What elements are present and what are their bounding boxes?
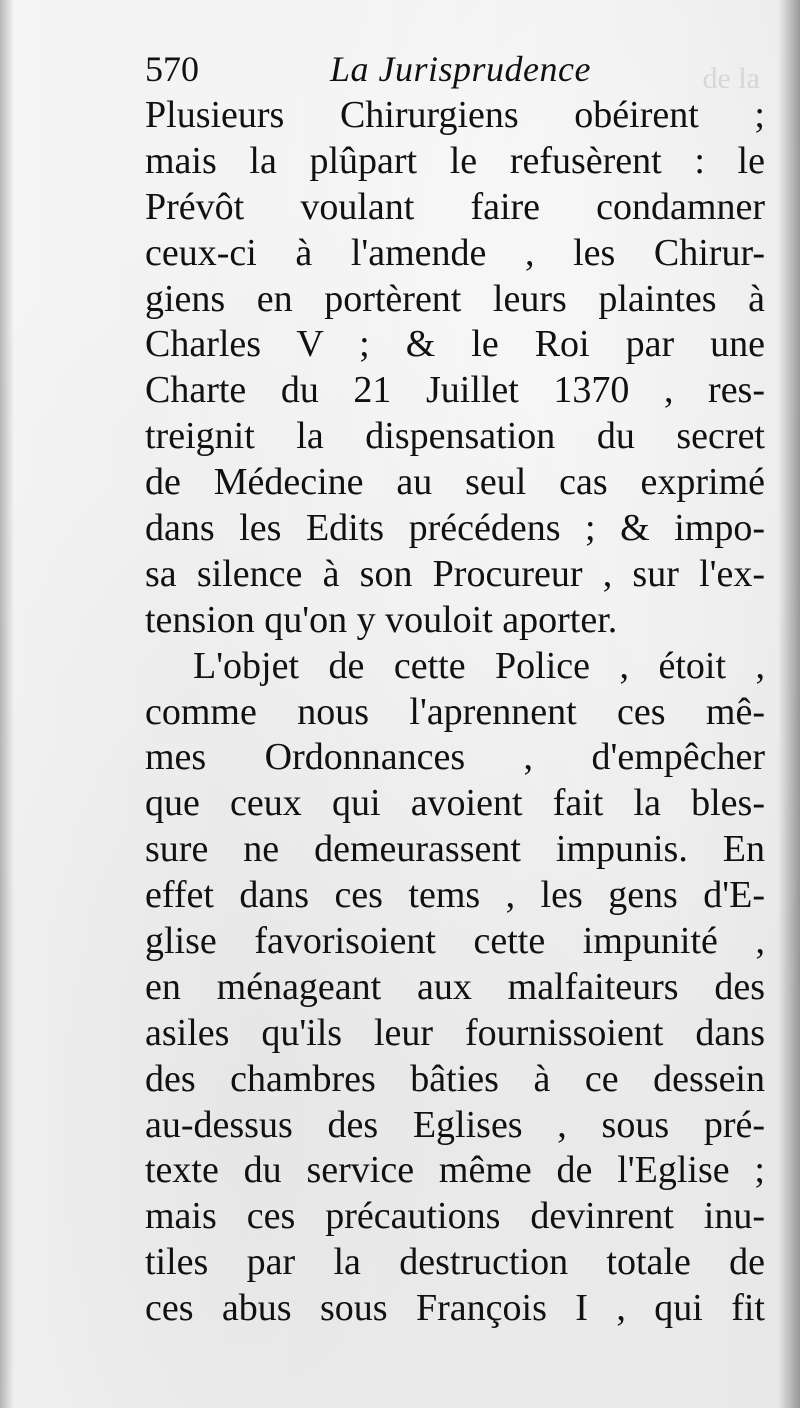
text-line: mais la plûpart le refusèrent : le (145, 139, 765, 182)
text-line: Charte du 21 Juillet 1370 , res- (145, 369, 765, 412)
text-line: texte du service même de l'Eglise ; (145, 1149, 765, 1192)
text-line: Prévôt voulant faire condamner (145, 185, 765, 228)
text-line: comme nous l'aprennent ces mê- (145, 690, 765, 733)
page-header (145, 46, 765, 96)
text-line: dans les Edits précédens ; & impo- (145, 507, 765, 550)
show-through-text: de la (702, 62, 760, 95)
body-text (145, 93, 765, 1332)
text-line: effet dans ces tems , les gens d'E- (145, 874, 765, 917)
text-line: Plusieurs Chirurgiens obéirent ; (145, 94, 765, 136)
page-left-edge-shadow (0, 0, 14, 1408)
text-line: Charles V ; & le Roi par une (145, 323, 765, 366)
page-right-edge-shadow (778, 0, 800, 1408)
text-line: giens en portèrent leurs plaintes à (145, 277, 765, 320)
text-line: en ménageant aux malfaiteurs des (145, 965, 765, 1008)
text-line: de Médecine au seul cas exprimé (145, 461, 765, 504)
paragraph-end-line: tension qu'on y vouloit aporter. (145, 598, 618, 641)
text-line: tiles par la destruction totale de (145, 1241, 765, 1284)
text-line: sure ne demeurassent impunis. En (145, 828, 765, 871)
running-title: La Jurisprudence (330, 49, 591, 89)
text-line: ceux-ci à l'amende , les Chirur- (145, 231, 765, 274)
text-line: glise favorisoient cette impunité , (145, 920, 765, 963)
text-line: ces abus sous François I , qui fit (145, 1287, 765, 1330)
text-line: au-dessus des Eglises , sous pré- (145, 1103, 765, 1146)
text-line: sa silence à son Procureur , sur l'ex- (145, 552, 765, 595)
page-number: 570 (145, 49, 199, 89)
text-line: asiles qu'ils leur fournissoient dans (145, 1011, 765, 1054)
text-line: mes Ordonnances , d'empêcher (145, 736, 765, 779)
text-line: treignit la dispensation du secret (145, 415, 765, 458)
text-line: des chambres bâties à ce dessein (145, 1057, 765, 1100)
paragraph-start-line: L'objet de cette Police , étoit , (193, 644, 765, 687)
text-line: mais ces précautions devinrent inu- (145, 1195, 765, 1238)
text-line: que ceux qui avoient fait la bles- (145, 782, 765, 825)
